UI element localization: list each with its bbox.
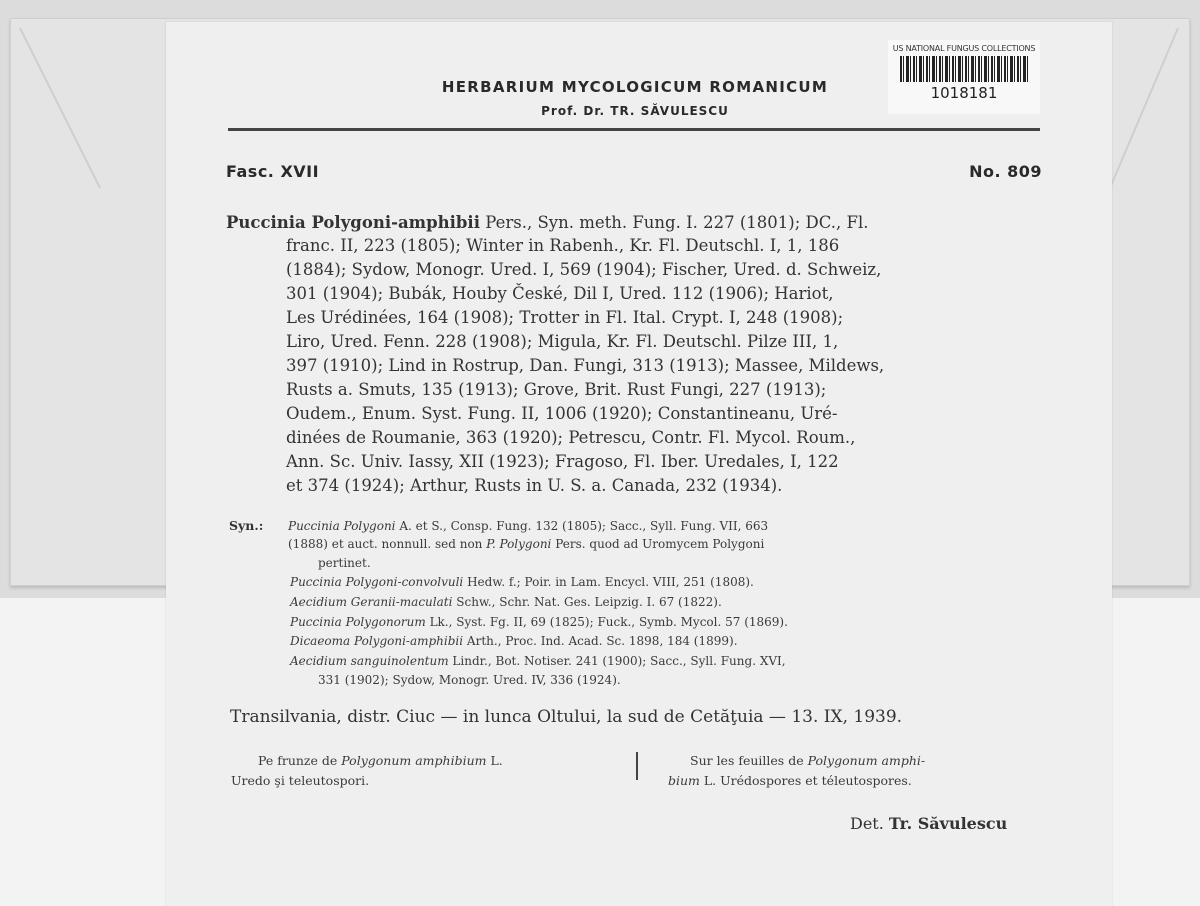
bibliography-line: et 374 (1924); Arthur, Rusts in U. S. a. Canada, 232 (1934).: [286, 476, 783, 495]
host-species: Polygonum amphi-: [807, 753, 926, 768]
synonym-citation: Hedw. f.; Poir. in Lam. Encycl. VIII, 251 (1808).: [463, 575, 754, 589]
determiner: [850, 814, 1007, 833]
synonym-citation: Lindr., Bot. Notiser. 241 (1900); Sacc., Syll. Fung. XVI,: [448, 654, 786, 668]
synonym-line: [290, 633, 738, 649]
synonym-name: P. Polygoni: [486, 537, 552, 551]
synonym-citation: A. et S., Consp. Fung. 132 (1805); Sacc., Syll. Fung. VII, 663: [395, 519, 769, 533]
host-prefix: Pe frunze de: [258, 753, 342, 768]
bibliography-line: franc. II, 223 (1805); Winter in Rabenh., Kr. Fl. Deutschl. I, 1, 186: [286, 236, 840, 255]
host-species: Polygonum amphibium: [341, 753, 487, 768]
synonym-name: Puccinia Polygoni-convolvuli: [290, 575, 464, 589]
synonym-name: Aecidium sanguinolentum: [290, 654, 449, 668]
bibliography-line: Liro, Ured. Fenn. 228 (1908); Migula, Kr. Fl. Deutschl. Pilze III, 1,: [286, 332, 839, 351]
barcode-caption: US NATIONAL FUNGUS COLLECTIONS: [892, 44, 1036, 53]
synonym-line: [318, 555, 371, 571]
synonym-name: Puccinia Polygonorum: [290, 615, 426, 629]
bibliography-line: Les Urédinées, 164 (1908); Trotter in Fl. Ital. Crypt. I, 248 (1908);: [286, 308, 844, 327]
host-prefix: Sur les feuilles de: [690, 753, 808, 768]
host-french: [690, 752, 925, 770]
synonym-name: Dicaeoma Polygoni-amphibii: [290, 634, 464, 648]
synonym-line: [288, 518, 768, 534]
determiner-name: Tr. Săvulescu: [888, 814, 1008, 833]
bibliography-line: 301 (1904); Bubák, Houby České, Dil I, Ured. 112 (1906); Hariot,: [286, 284, 834, 303]
header-divider: [228, 128, 1040, 131]
synonym-line: [290, 574, 754, 590]
synonym-citation: Pers. quod ad Uromycem Polygoni: [551, 537, 765, 551]
collection-locality: Transilvania, distr. Ciuc — in lunca Oltului, la sud de Cetăţuia — 13. IX, 1939.: [230, 707, 903, 727]
host-romanian: [258, 752, 503, 770]
synonym-name: Puccinia Polygoni: [288, 519, 396, 533]
spore-stages-romanian: Uredo şi teleutospori.: [231, 773, 370, 788]
bibliography-line: [226, 213, 869, 233]
synonym-citation: Schw., Schr. Nat. Ges. Leipzig. I. 67 (1822).: [452, 595, 722, 609]
synonym-citation: (1888) et auct. nonnull. sed non: [288, 537, 487, 551]
herbarium-editor: Prof. Dr. TR. SĂVULESCU: [541, 104, 729, 118]
bibliography-line: (1884); Sydow, Monogr. Ured. I, 569 (1904); Fischer, Ured. d. Schweiz,: [286, 260, 882, 279]
bibliography-line: Rusts a. Smuts, 135 (1913); Grove, Brit. Rust Fungi, 227 (1913);: [286, 380, 827, 399]
synonym-line: [290, 653, 786, 669]
bibliography-text: Pers., Syn. meth. Fung. I. 227 (1801); DC., Fl.: [485, 213, 869, 232]
host-divider: [636, 752, 638, 780]
synonym-line: [288, 536, 764, 552]
synonym-citation: 331 (1902); Sydow, Monogr. Ured. IV, 336 (1924).: [318, 673, 621, 687]
synonym-line: [290, 614, 788, 630]
herbarium-title: HERBARIUM MYCOLOGICUM ROMANICUM: [441, 78, 829, 96]
determiner-prefix: Det.: [850, 814, 889, 833]
synonym-line: [318, 672, 621, 688]
spore-stages-french: [668, 772, 912, 790]
synonym-citation: pertinet.: [318, 556, 371, 570]
spore-stages-text: L. Urédospores et téleutospores.: [699, 773, 912, 788]
bibliography-line: Ann. Sc. Univ. Iassy, XII (1923); Fragoso, Fl. Iber. Uredales, I, 122: [286, 452, 839, 471]
synonym-name: Aecidium Geranii-maculati: [290, 595, 453, 609]
bibliography-line: Oudem., Enum. Syst. Fung. II, 1006 (1920); Constantineanu, Uré-: [286, 404, 838, 423]
synonym-citation: Lk., Syst. Fg. II, 69 (1825); Fuck., Symb. Mycol. 57 (1869).: [425, 615, 788, 629]
barcode-sticker: [888, 40, 1040, 114]
host-suffix: L.: [486, 753, 503, 768]
envelope-fold-right: [1110, 28, 1178, 188]
envelope-fold-left: [20, 28, 100, 188]
synonym-line: [290, 594, 722, 610]
species-name: Puccinia Polygoni-amphibii: [226, 213, 480, 232]
bibliography-line: 397 (1910); Lind in Rostrup, Dan. Fungi, 313 (1913); Massee, Mildews,: [286, 356, 885, 375]
specimen-number: No. 809: [969, 162, 1042, 181]
barcode-number: 1018181: [930, 84, 998, 102]
synonyms-label: Syn.:: [229, 518, 264, 533]
synonym-citation: Arth., Proc. Ind. Acad. Sc. 1898, 184 (1899).: [463, 634, 738, 648]
fascicle-number: Fasc. XVII: [226, 162, 320, 181]
bibliography-line: dinées de Roumanie, 363 (1920); Petrescu, Contr. Fl. Mycol. Roum.,: [286, 428, 856, 447]
host-species: bium: [668, 773, 700, 788]
